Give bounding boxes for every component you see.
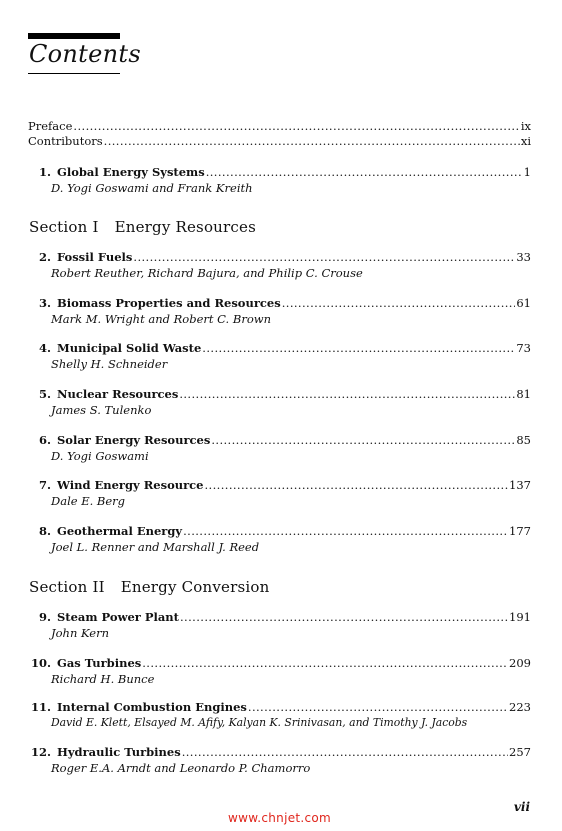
toc-chapter[interactable] (28, 165, 531, 195)
chapter-number: 7. (38, 478, 51, 492)
chapter-number: 9. (38, 610, 51, 624)
leader-dots (282, 296, 516, 310)
chapter-number: 6. (38, 433, 51, 447)
chapter-title: Gas Turbines (57, 656, 142, 670)
chapter-title: Municipal Solid Waste (57, 341, 202, 355)
toc-chapter[interactable] (28, 296, 531, 326)
leader-dots (142, 656, 508, 670)
toc-chapter[interactable] (28, 656, 531, 686)
entry-page: ix (520, 119, 531, 133)
toc-chapter[interactable] (28, 341, 531, 371)
chapter-title: Wind Energy Resource (57, 478, 204, 492)
chapter-page: 61 (516, 296, 531, 310)
heading-rule-bottom (28, 73, 120, 74)
section-heading (29, 218, 256, 236)
chapter-number: 2. (38, 250, 51, 264)
chapter-authors: D. Yogi Goswami and Frank Kreith (51, 181, 253, 195)
toc-chapter[interactable] (28, 433, 531, 463)
chapter-authors: Dale E. Berg (51, 494, 126, 508)
chapter-title: Geothermal Energy (57, 524, 183, 538)
chapter-page: 85 (516, 433, 531, 447)
toc-chapter[interactable] (28, 610, 531, 640)
chapter-title: Steam Power Plant (57, 610, 179, 624)
chapter-page: 1 (523, 165, 531, 179)
chapter-authors: Joel L. Renner and Marshall J. Reed (51, 540, 260, 554)
leader-dots (183, 524, 508, 538)
leader-dots (204, 478, 508, 492)
toc-entry-contributors[interactable] (28, 134, 531, 148)
chapter-authors: Robert Reuther, Richard Bajura, and Philip C. Crouse (51, 266, 363, 280)
chapter-title: Nuclear Resources (57, 387, 179, 401)
chapter-number: 8. (38, 524, 51, 538)
chapter-authors: Mark M. Wright and Robert C. Brown (51, 312, 271, 326)
section-title: Energy Resources (114, 218, 256, 236)
chapter-authors: D. Yogi Goswami (51, 449, 149, 463)
chapter-title: Internal Combustion Engines (57, 700, 247, 714)
chapter-title: Biomass Properties and Resources (57, 296, 281, 310)
leader-dots (202, 341, 515, 355)
chapter-authors: Roger E.A. Arndt and Leonardo P. Chamorro (51, 761, 311, 775)
page-title: Contents (29, 40, 141, 68)
chapter-authors: James S. Tulenko (51, 403, 152, 417)
chapter-title: Solar Energy Resources (57, 433, 211, 447)
leader-dots (206, 165, 523, 179)
chapter-page: 177 (509, 524, 531, 538)
toc-chapter[interactable] (28, 250, 531, 280)
toc-entry-preface[interactable] (28, 119, 531, 133)
leader-dots (179, 387, 515, 401)
section-heading (29, 578, 269, 596)
watermark-text: www.chnjet.com (228, 811, 332, 825)
entry-label: Contributors (28, 134, 103, 148)
chapter-page: 81 (516, 387, 531, 401)
entry-page: xi (520, 134, 531, 148)
chapter-number: 10. (30, 656, 51, 670)
chapter-page: 191 (509, 610, 531, 624)
chapter-authors: David E. Klett, Elsayed M. Afify, Kalyan K. Srinivasan, and Timothy J. Jacobs (51, 716, 468, 729)
chapter-number: 12. (30, 745, 51, 759)
leader-dots (182, 745, 508, 759)
entry-label: Preface (28, 119, 73, 133)
chapter-number: 1. (38, 165, 51, 179)
leader-dots (180, 610, 508, 624)
leader-dots (133, 250, 515, 264)
toc-chapter[interactable] (28, 700, 531, 730)
chapter-number: 11. (30, 700, 51, 714)
section-number: Section II (29, 578, 105, 596)
chapter-authors: Richard H. Bunce (51, 672, 155, 686)
chapter-page: 223 (509, 700, 531, 714)
heading-rule-top (28, 33, 120, 39)
toc-chapter[interactable] (28, 387, 531, 417)
chapter-authors: Shelly H. Schneider (51, 357, 168, 371)
leader-dots (248, 700, 508, 714)
leader-dots (104, 134, 520, 148)
chapter-number: 4. (38, 341, 51, 355)
section-number: Section I (29, 218, 99, 236)
toc-chapter[interactable] (28, 745, 531, 775)
chapter-number: 5. (38, 387, 51, 401)
section-title: Energy Conversion (120, 578, 270, 596)
page-number: vii (513, 800, 530, 814)
chapter-page: 137 (509, 478, 531, 492)
chapter-number: 3. (38, 296, 51, 310)
toc-chapter[interactable] (28, 478, 531, 508)
chapter-page: 73 (516, 341, 531, 355)
leader-dots (211, 433, 515, 447)
chapter-title: Fossil Fuels (57, 250, 133, 264)
chapter-page: 33 (516, 250, 531, 264)
chapter-title: Hydraulic Turbines (57, 745, 181, 759)
chapter-page: 209 (509, 656, 531, 670)
chapter-authors: John Kern (51, 626, 109, 640)
leader-dots (73, 119, 519, 133)
toc-chapter[interactable] (28, 524, 531, 554)
chapter-title: Global Energy Systems (57, 165, 205, 179)
chapter-page: 257 (509, 745, 531, 759)
